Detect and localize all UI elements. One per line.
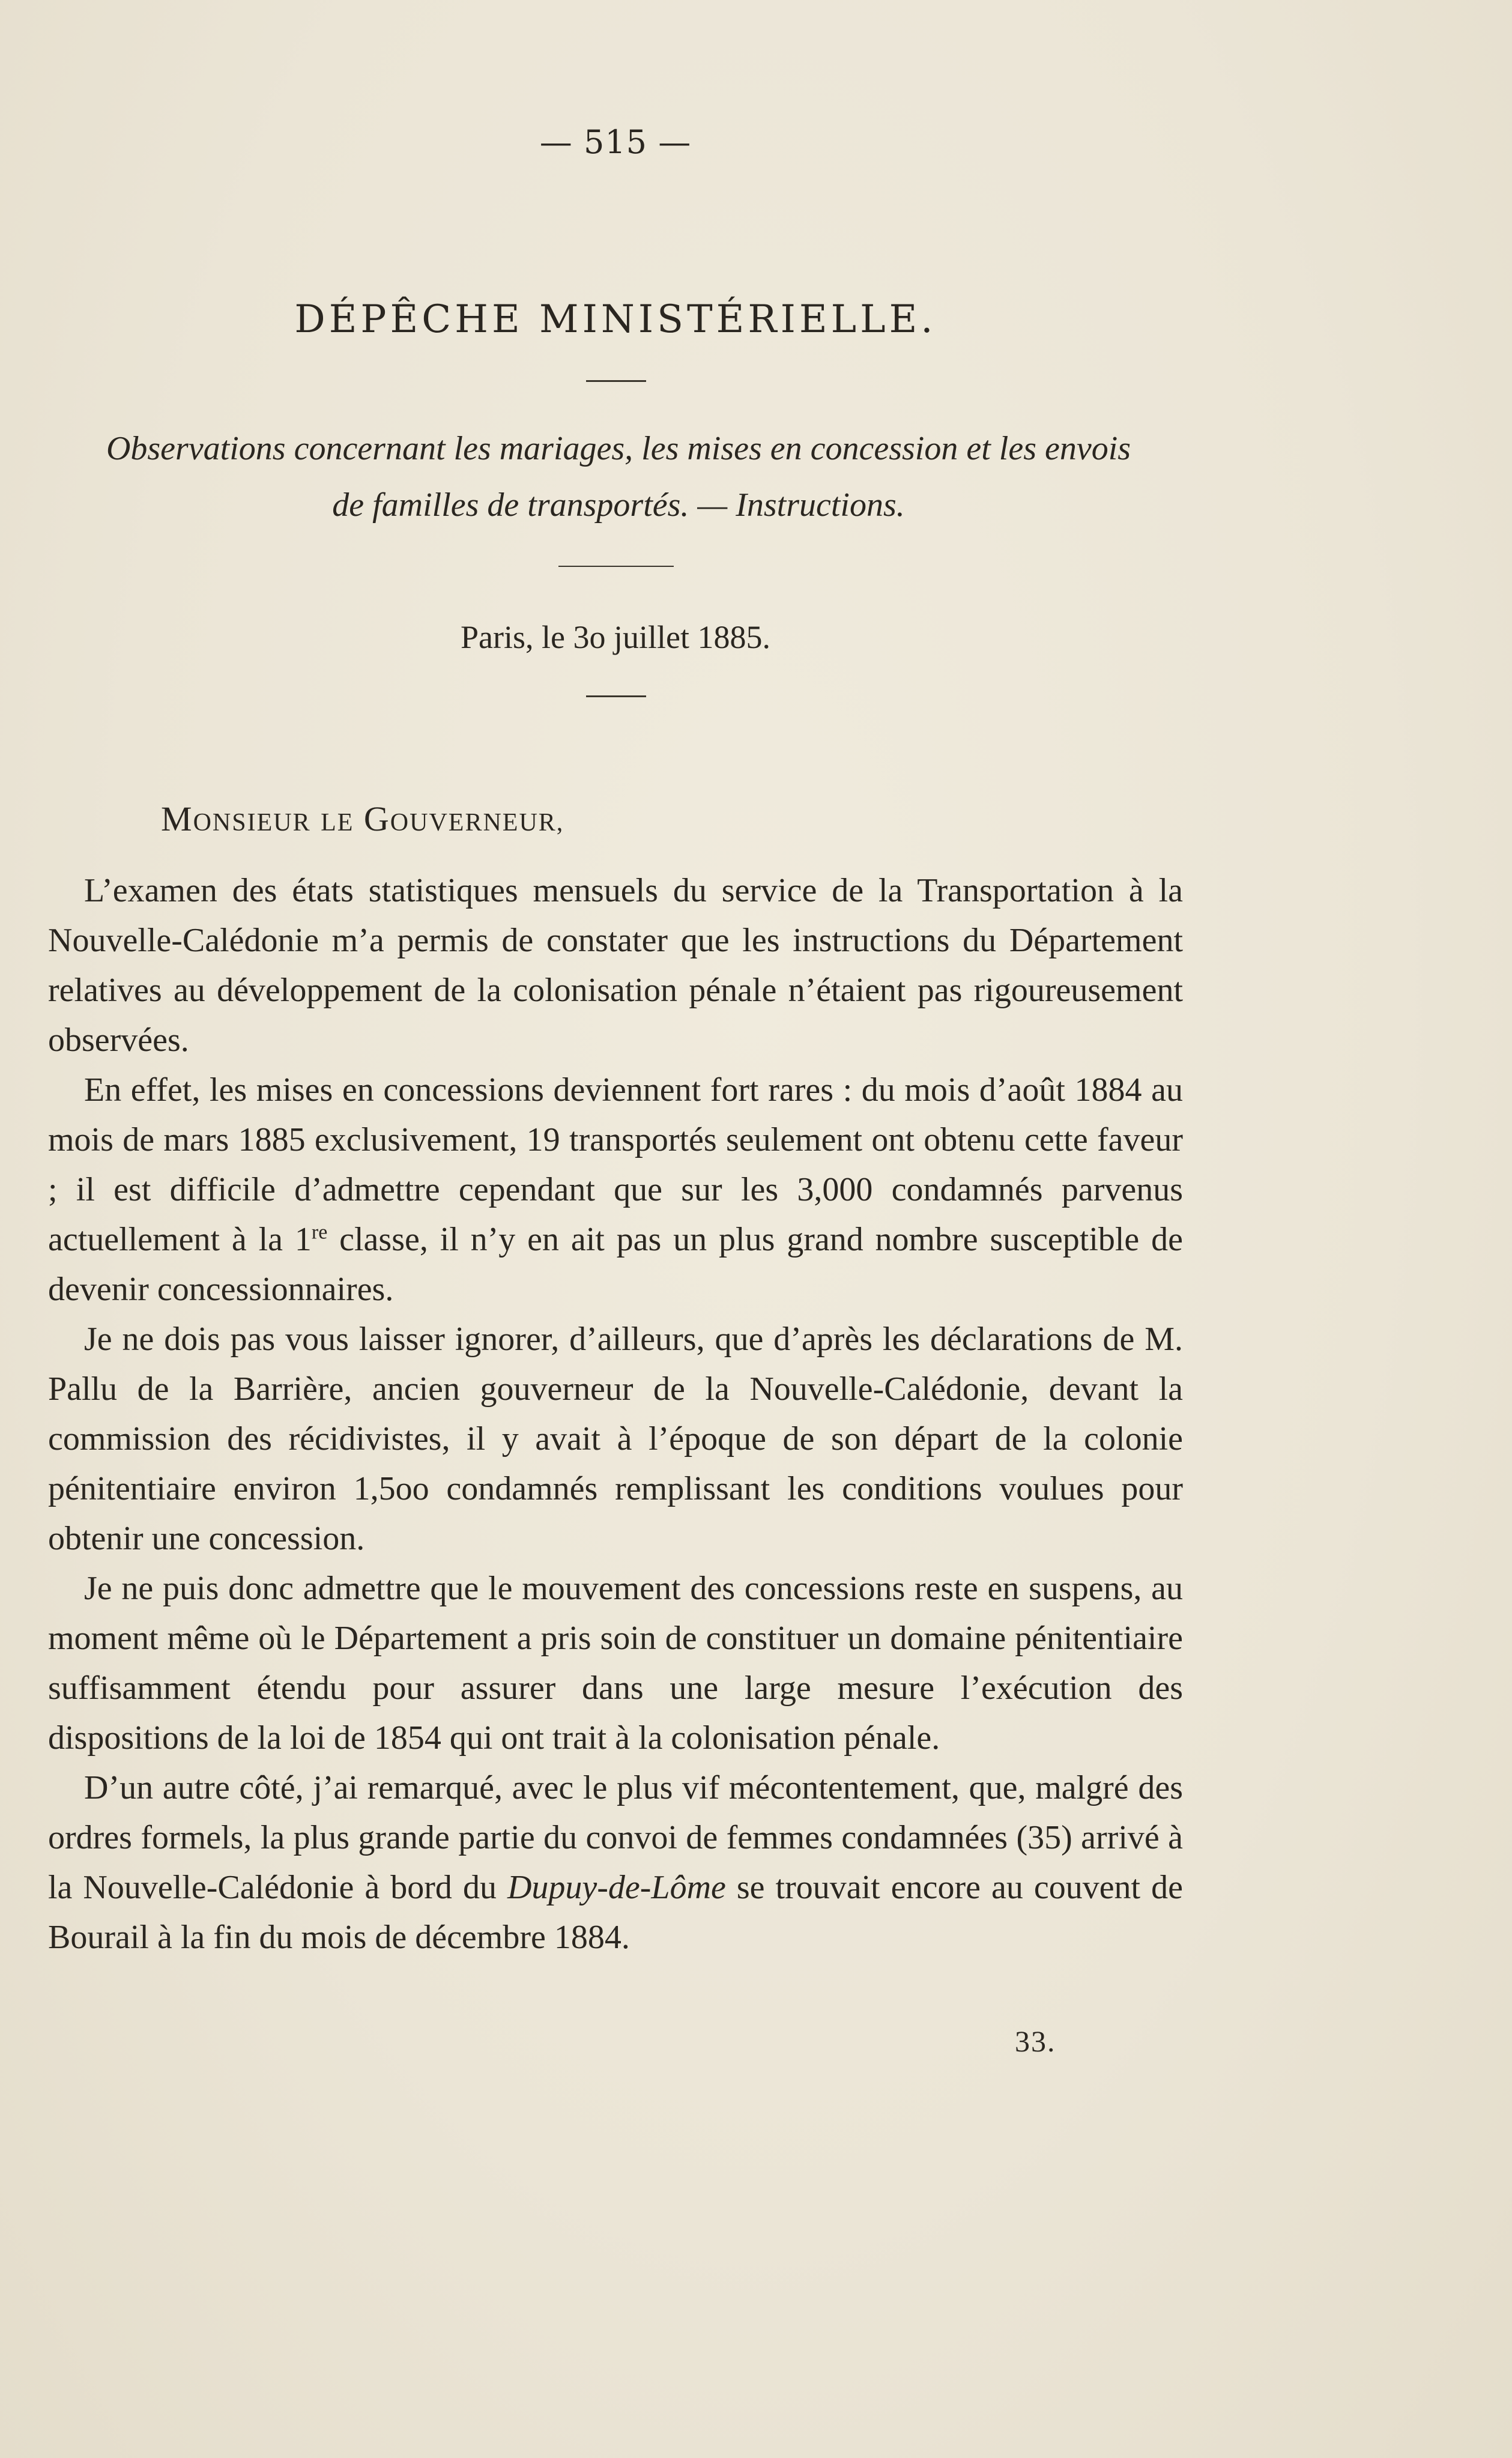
dateline: Paris, le 3o juillet 1885. — [461, 619, 770, 655]
paragraph-text: D’un autre côté, j’ai remarqué, avec le plus vif mécontentement, que, malgré des ordres formels, la plus grande partie du convoi de femmes condamnées (35) arrivé à la Nouvelle-Calédonie à bord du — [48, 1769, 1183, 1906]
paragraph-text: En effet, les mises en concessions deviennent fort rares : du mois d’août 1884 au mois de mars 1885 exclusivement, 19 transportés seulement ont obtenu cette faveur ; il est difficile d’admettre cependant que sur les 3,000 condamnés parvenus actuellement à la 1 — [48, 1071, 1183, 1258]
subtitle — [48, 420, 1189, 533]
page-number: — 515 — — [539, 123, 692, 161]
divider — [586, 695, 646, 697]
salutation-initial: M — [161, 799, 193, 838]
salutation-initial: G — [363, 799, 390, 838]
signature-mark: 33. — [1015, 2024, 1056, 2058]
salutation-smallcaps: ONSIEUR — [193, 809, 311, 837]
paragraph — [48, 1065, 1183, 1315]
divider — [558, 566, 674, 567]
salutation — [161, 799, 564, 839]
subtitle-line-1: Observations concernant les mariages, les mises en concession et les envois — [106, 430, 1131, 467]
paragraph-text: se trouvait encore au couvent de Bourail à la fin du mois de décembre 1884. — [48, 1869, 1183, 1956]
paragraph: L’examen des états statistiques mensuels du service de la Transportation à la Nouvelle-Calédonie m’a permis de constater que les instructions du Département relatives au développement de la colonisation pénale n’étaient pas rigoureusement observées. — [48, 872, 1183, 1059]
superscript: re — [311, 1221, 328, 1244]
page-title: DÉPÊCHE MINISTÉRIELLE. — [294, 297, 937, 342]
divider — [586, 380, 646, 382]
salutation-smallcaps: LE — [321, 809, 354, 837]
subtitle-line-2: de familles de transportés. — Instructions. — [332, 486, 905, 524]
paragraph: Je ne dois pas vous laisser ignorer, d’ailleurs, que d’après les déclarations de M. Pallu de la Barrière, ancien gouverneur de la Nouvelle-Calédonie, devant la commission des récidivistes, il y avait à l’époque de son départ de la colonie pénitentiaire environ 1,5oo condamnés remplissant les conditions voulues pour obtenir une concession. — [48, 1321, 1183, 1557]
paragraph — [48, 1763, 1183, 1963]
salutation-smallcaps: OUVERNEUR, — [390, 809, 564, 837]
ship-name: Dupuy-de-Lôme — [507, 1869, 726, 1906]
paragraph-text: classe, il n’y en ait pas un plus grand nombre susceptible de devenir concessionnaires. — [48, 1221, 1183, 1308]
letter-body — [48, 866, 1183, 1963]
paragraph: Je ne puis donc admettre que le mouvement des concessions reste en suspens, au moment même où le Département a pris soin de constituer un domaine pénitentiaire suffisamment étendu pour assurer dans une large mesure l’exécution des dispositions de la loi de 1854 qui ont trait à la colonisation pénale. — [48, 1570, 1183, 1757]
